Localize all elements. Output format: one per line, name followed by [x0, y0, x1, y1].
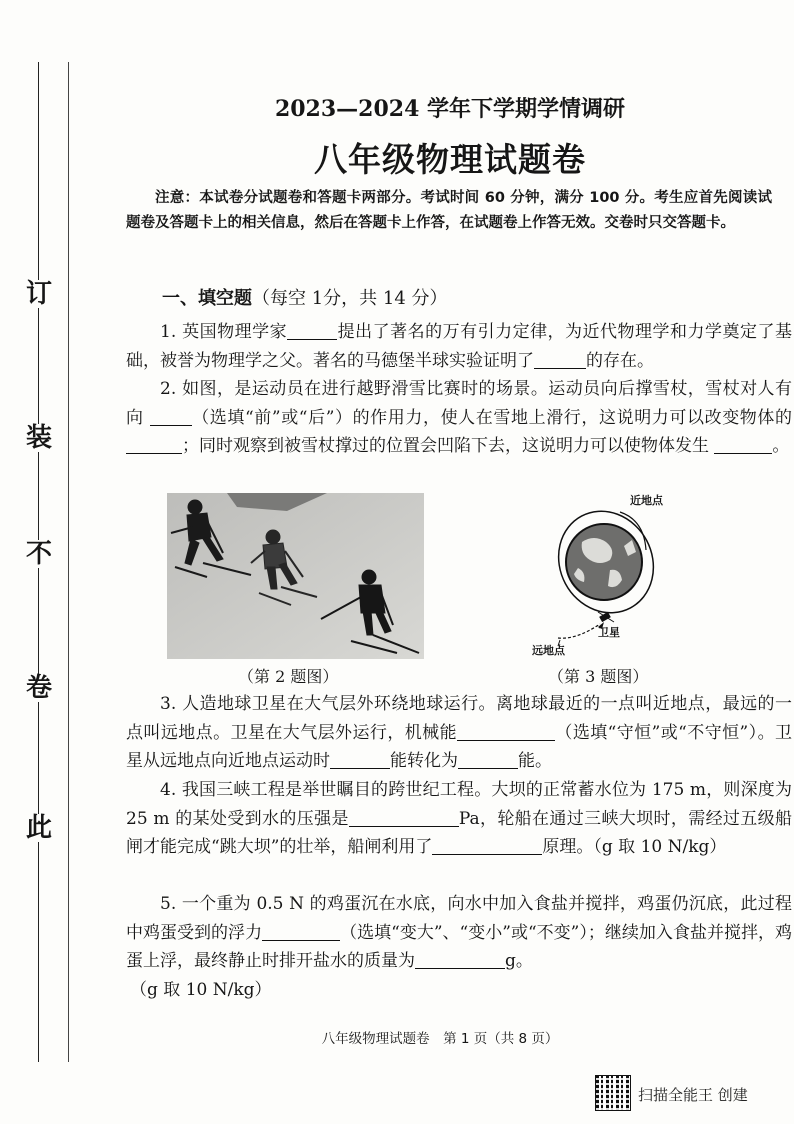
question-3: 3. 人造地球卫星在大气层外环绕地球运行。离地球最近的一点叫近地点，最远的一点叫远地点。卫星在大气层外运行，机械能 （选填“守恒”或“不守恒”）。卫星从远地点向近地点运动时 能转化为 能。: [126, 694, 792, 771]
qr-code-icon: [596, 1076, 630, 1110]
binding-char: 装: [26, 423, 53, 453]
binding-line-inner: [68, 62, 69, 1062]
orbit-diagram: [520, 490, 690, 660]
blank[interactable]: [714, 435, 772, 454]
binding-char: 订: [26, 279, 53, 309]
notice: [126, 186, 772, 236]
section-title: 一、填空题（每空 1分，共 14 分）: [162, 288, 448, 309]
figure-2-caption: （第 2 题图）: [238, 667, 339, 686]
blank[interactable]: [126, 435, 182, 454]
question-2: 2. 如图，是运动员在进行越野滑雪比赛时的场景。运动员向后撑雪杖，雪杖对人有向 （选填“前”或“后”）的作用力，使人在雪地上滑行，这说明力可以改变物体的 ；同时观察到被雪杖撑过的位置会凹陷下去，这说明力可以使物体发生 。: [126, 379, 792, 456]
blank[interactable]: [262, 922, 340, 941]
perigee-label: 近地点: [630, 494, 663, 507]
apogee-label: 远地点: [532, 644, 565, 657]
blank[interactable]: [287, 321, 337, 340]
binding-char: 此: [26, 813, 53, 843]
blank[interactable]: [150, 407, 192, 426]
question-4: 4. 我国三峡工程是举世瞩目的跨世纪工程。大坝的正常蓄水位为 175 m，则深度为 25 m 的某处受到水的压强是 Pa，轮船在通过三峡大坝时，需经过五级船闸才能完成“跳大坝”的壮举，船闸利用了 原理。（g 取 10 N/kg）: [126, 780, 792, 857]
binding-char: 不: [26, 539, 53, 569]
blank[interactable]: [458, 750, 518, 769]
skiing-photo: [167, 493, 424, 659]
blank[interactable]: [534, 350, 586, 369]
exam-subtitle: 八年级物理试题卷: [314, 140, 586, 179]
blank[interactable]: [432, 836, 542, 855]
blank[interactable]: [457, 722, 555, 741]
blank[interactable]: [330, 750, 390, 769]
figure-3-caption: （第 3 题图）: [548, 667, 649, 686]
question-5-note: （g 取 10 N/kg）: [130, 980, 272, 1000]
blank[interactable]: [415, 950, 505, 969]
satellite-label: 卫星: [598, 626, 620, 639]
notice-text: 本试卷分试题卷和答题卡两部分。考试时间 60 分钟，满分 100 分。考生应首先阅读试题卷及答题卡上的相关信息，然后在答题卡上作答，在试题卷上作答无效。交卷时只交答题卡。: [126, 190, 773, 231]
blank[interactable]: [349, 808, 459, 827]
exam-title: 2023—2024 学年下学期学情调研: [274, 96, 626, 122]
scanner-watermark: [596, 1076, 776, 1112]
page-footer: 八年级物理试题卷 第 1 页（共 8 页）: [321, 1031, 559, 1047]
notice-label: 注意：: [155, 190, 200, 206]
question-5: 5. 一个重为 0.5 N 的鸡蛋沉在水底，向水中加入食盐并搅拌，鸡蛋仍沉底，此过程中鸡蛋受到的浮力 （选填“变大”、“变小”或“不变”）；继续加入食盐并搅拌，鸡蛋上浮，最终静止时排开盐水的质量为 g。: [126, 894, 792, 971]
binding-char: 卷: [26, 673, 53, 703]
question-1: 1. 英国物理学家 提出了著名的万有引力定律，为近代物理学和力学奠定了基础，被誉为物理学之父。著名的马德堡半球实验证明了 的存在。: [126, 322, 793, 371]
scanner-text: 扫描全能王 创建: [638, 1086, 748, 1104]
